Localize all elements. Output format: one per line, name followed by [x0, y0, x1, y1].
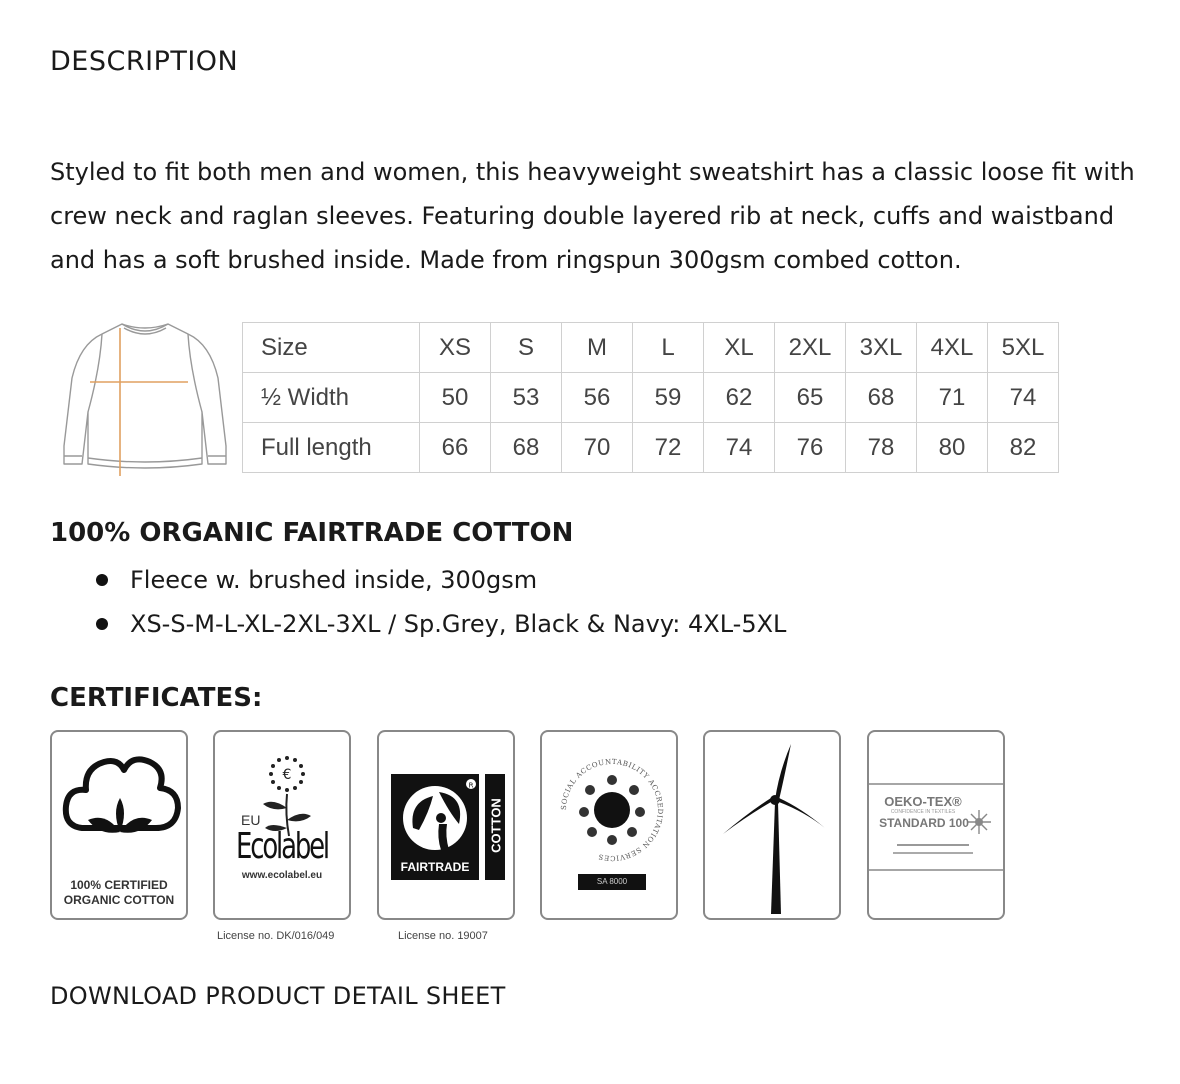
wind-energy-certificate — [703, 730, 841, 920]
organic-line-1: 100% CERTIFIED — [70, 878, 168, 892]
table-cell: 56 — [562, 373, 633, 423]
svg-text:R: R — [468, 781, 474, 790]
ecolabel-url: www.ecolabel.eu — [241, 870, 323, 881]
table-row — [243, 423, 1059, 473]
table-header-cell: M — [562, 323, 633, 373]
organic-cotton-certificate — [50, 730, 188, 920]
table-cell: 68 — [491, 423, 562, 473]
table-header-cell: Size — [243, 323, 420, 373]
table-cell: 62 — [704, 373, 775, 423]
table-cell: 71 — [917, 373, 988, 423]
svg-text:€: € — [282, 767, 292, 783]
sa8000-certificate — [540, 730, 678, 920]
ecolabel-eu-text: EU — [241, 812, 261, 828]
table-header-cell: 5XL — [988, 323, 1059, 373]
sweatshirt-sketch-icon — [60, 318, 230, 484]
oekotex-brand: OEKO-TEX® — [884, 794, 962, 809]
table-cell: 50 — [420, 373, 491, 423]
download-product-sheet-link[interactable]: DOWNLOAD PRODUCT DETAIL SHEET — [50, 982, 506, 1010]
wind-turbine-icon — [705, 732, 839, 918]
table-cell: 74 — [988, 373, 1059, 423]
table-cell: 74 — [704, 423, 775, 473]
material-heading: 100% ORGANIC FAIRTRADE COTTON — [50, 518, 574, 548]
table-header-cell: XS — [420, 323, 491, 373]
ecolabel-name: Ecolabel — [236, 826, 328, 867]
sa8000-ring-text: SOCIAL ACCOUNTABILITY ACCREDITATION SERVICES — [559, 757, 665, 863]
list-item: XS-S-M-L-XL-2XL-3XL / Sp.Grey, Black & Navy: 4XL-5XL — [50, 602, 786, 646]
material-list — [50, 558, 786, 646]
table-cell: 66 — [420, 423, 491, 473]
eu-ecolabel-certificate — [213, 730, 351, 920]
table-cell: 53 — [491, 373, 562, 423]
fairtrade-name: FAIRTRADE — [400, 860, 470, 874]
table-row — [243, 373, 1059, 423]
fairtrade-license: License no. 19007 — [398, 930, 488, 942]
organic-line-2: ORGANIC COTTON — [63, 893, 175, 907]
table-cell: 59 — [633, 373, 704, 423]
table-row-label: Full length — [243, 423, 420, 473]
table-header-cell: 3XL — [846, 323, 917, 373]
table-cell: 82 — [988, 423, 1059, 473]
table-header-cell: L — [633, 323, 704, 373]
table-header-cell: S — [491, 323, 562, 373]
certificates-heading: CERTIFICATES: — [50, 683, 263, 713]
table-cell: 68 — [846, 373, 917, 423]
table-cell: 78 — [846, 423, 917, 473]
eu-ecolabel-flower-icon — [215, 732, 349, 918]
oekotex-certificate — [867, 730, 1005, 920]
table-row-label: ½ Width — [243, 373, 420, 423]
table-cell: 70 — [562, 423, 633, 473]
fairtrade-cotton-label: COTTON — [488, 798, 504, 853]
sa8000-seal-icon — [542, 732, 676, 918]
sa8000-badge: SA 8000 — [596, 877, 628, 886]
ecolabel-license: License no. DK/016/049 — [217, 930, 335, 942]
table-header-cell: 2XL — [775, 323, 846, 373]
oekotex-standard: STANDARD 100 — [879, 816, 969, 830]
table-header-cell: XL — [704, 323, 775, 373]
table-cell: 65 — [775, 373, 846, 423]
list-item: Fleece w. brushed inside, 300gsm — [50, 558, 786, 602]
size-chart-table — [242, 322, 1059, 473]
fairtrade-certificate — [377, 730, 515, 920]
description-title: DESCRIPTION — [50, 46, 239, 77]
table-header-row — [243, 323, 1059, 373]
oekotex-tagline: CONFIDENCE IN TEXTILES — [890, 809, 956, 815]
description-text: Styled to fit both men and women, this heavyweight sweatshirt has a classic loose fit with crew neck and raglan sleeves. Featuring double layered rib at neck, cuffs and waistband and has a soft brushed inside. Made from ringspun 300gsm combed cotton. — [50, 158, 1135, 274]
table-cell: 76 — [775, 423, 846, 473]
table-header-cell: 4XL — [917, 323, 988, 373]
table-cell: 80 — [917, 423, 988, 473]
table-cell: 72 — [633, 423, 704, 473]
